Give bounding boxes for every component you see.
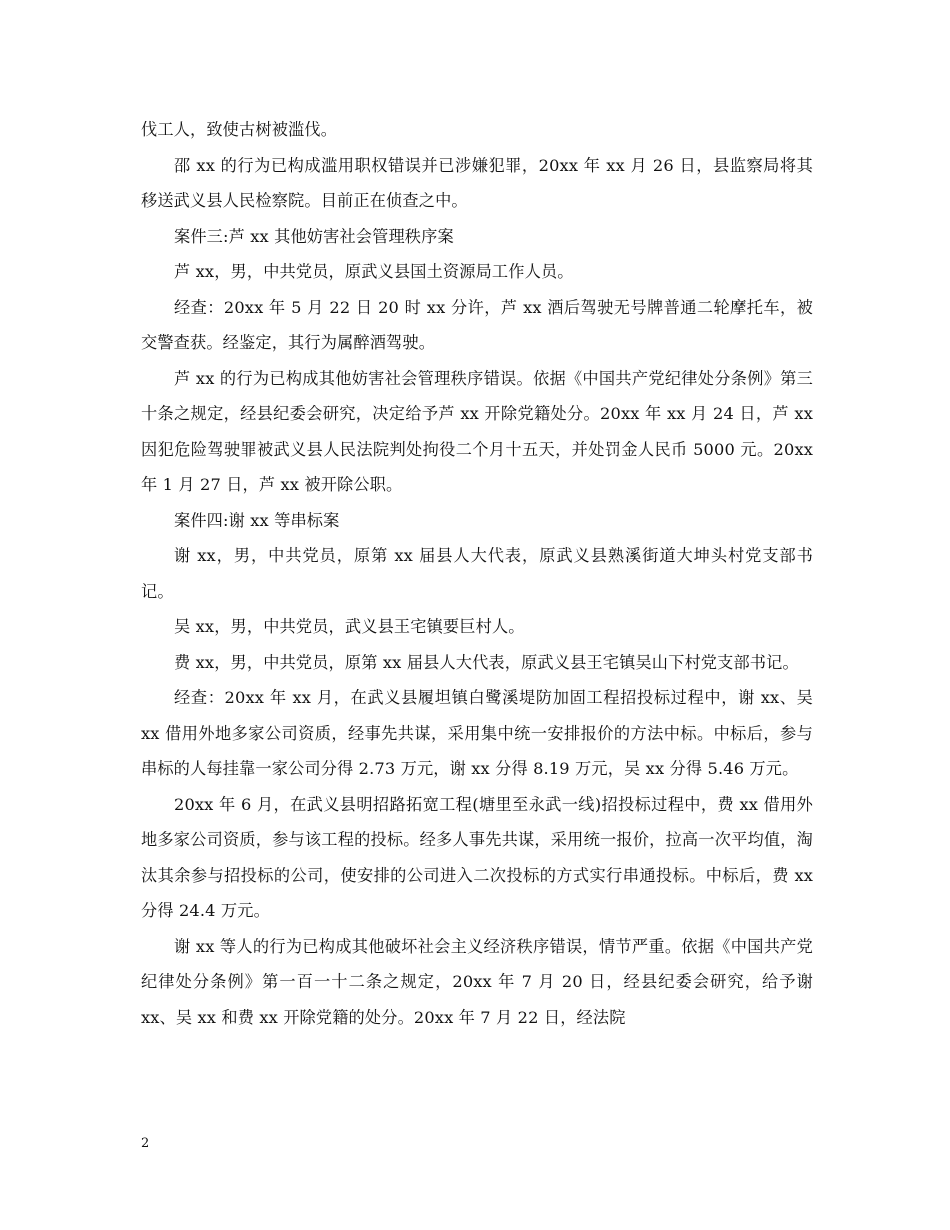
case-three-heading: 案件三:芦 xx 其他妨害社会管理秩序案 xyxy=(174,226,454,246)
document-body xyxy=(141,112,813,1035)
case-four-heading: 案件四:谢 xx 等串标案 xyxy=(174,510,340,530)
paragraph-13: 谢 xx 等人的行为已构成其他破坏社会主义经济秩序错误，情节严重。依据《中国共产党纪律处分条例》第一百一十二条之规定，20xx 年 7 月 20 日，经县纪委会研究，给予谢 xx、吴 xx 和费 xx 开除党籍的处分。20xx 年 7 月 22 日，经法院 xyxy=(141,936,813,1027)
paragraph-5: 经查：20xx 年 5 月 22 日 20 时 xx 分许，芦 xx 酒后驾驶无号牌普通二轮摩托车，被交警查获。经鉴定，其行为属醉酒驾驶。 xyxy=(141,297,813,352)
page-number: 2 xyxy=(141,1136,150,1151)
paragraph-2: 邵 xx 的行为已构成滥用职权错误并已涉嫌犯罪，20xx 年 xx 月 26 日，县监察局将其移送武义县人民检察院。目前正在侦查之中。 xyxy=(141,155,813,210)
paragraph-11: 经查：20xx 年 xx 月，在武义县履坦镇白鹭溪堤防加固工程招投标过程中，谢 xx、吴 xx 借用外地多家公司资质，经事先共谋，采用集中统一安排报价的方法中标。中标后，参与串标的人每挂靠一家公司分得 2.73 万元，谢 xx 分得 8.19 万元，吴 xx 分得 5.46 万元。 xyxy=(141,688,813,778)
paragraph-4: 芦 xx，男，中共党员，原武义县国土资源局工作人员。 xyxy=(174,262,574,281)
paragraph-9: 吴 xx，男，中共党员，武义县王宅镇要巨村人。 xyxy=(174,617,525,636)
paragraph-12: 20xx 年 6 月，在武义县明招路拓宽工程(塘里至永武一线)招投标过程中，费 xx 借用外地多家公司资质，参与该工程的投标。经多人事先共谋，采用统一报价，拉高一次平均值，淘汰其余参与招投标的公司，使安排的公司进入二次投标的方式实行串通投标。中标后，费 xx 分得 24.4 万元。 xyxy=(141,794,813,920)
paragraph-1: 伐工人，致使古树被滥伐。 xyxy=(141,120,338,139)
paragraph-10: 费 xx，男，中共党员，原第 xx 届县人大代表，原武义县王宅镇吴山下村党支部书记。 xyxy=(174,652,799,672)
paragraph-8: 谢 xx，男，中共党员，原第 xx 届县人大代表，原武义县熟溪街道大坤头村党支部书记。 xyxy=(141,546,813,601)
paragraph-6: 芦 xx 的行为已构成其他妨害社会管理秩序错误。依据《中国共产党纪律处分条例》第三十条之规定，经县纪委会研究，决定给予芦 xx 开除党籍处分。20xx 年 xx 月 24 日，芦 xx 因犯危险驾驶罪被武义县人民法院判处拘役二个月十五天，并处罚金人民币 5000 元。20xx 年 1 月 27 日，芦 xx 被开除公职。 xyxy=(141,368,813,494)
